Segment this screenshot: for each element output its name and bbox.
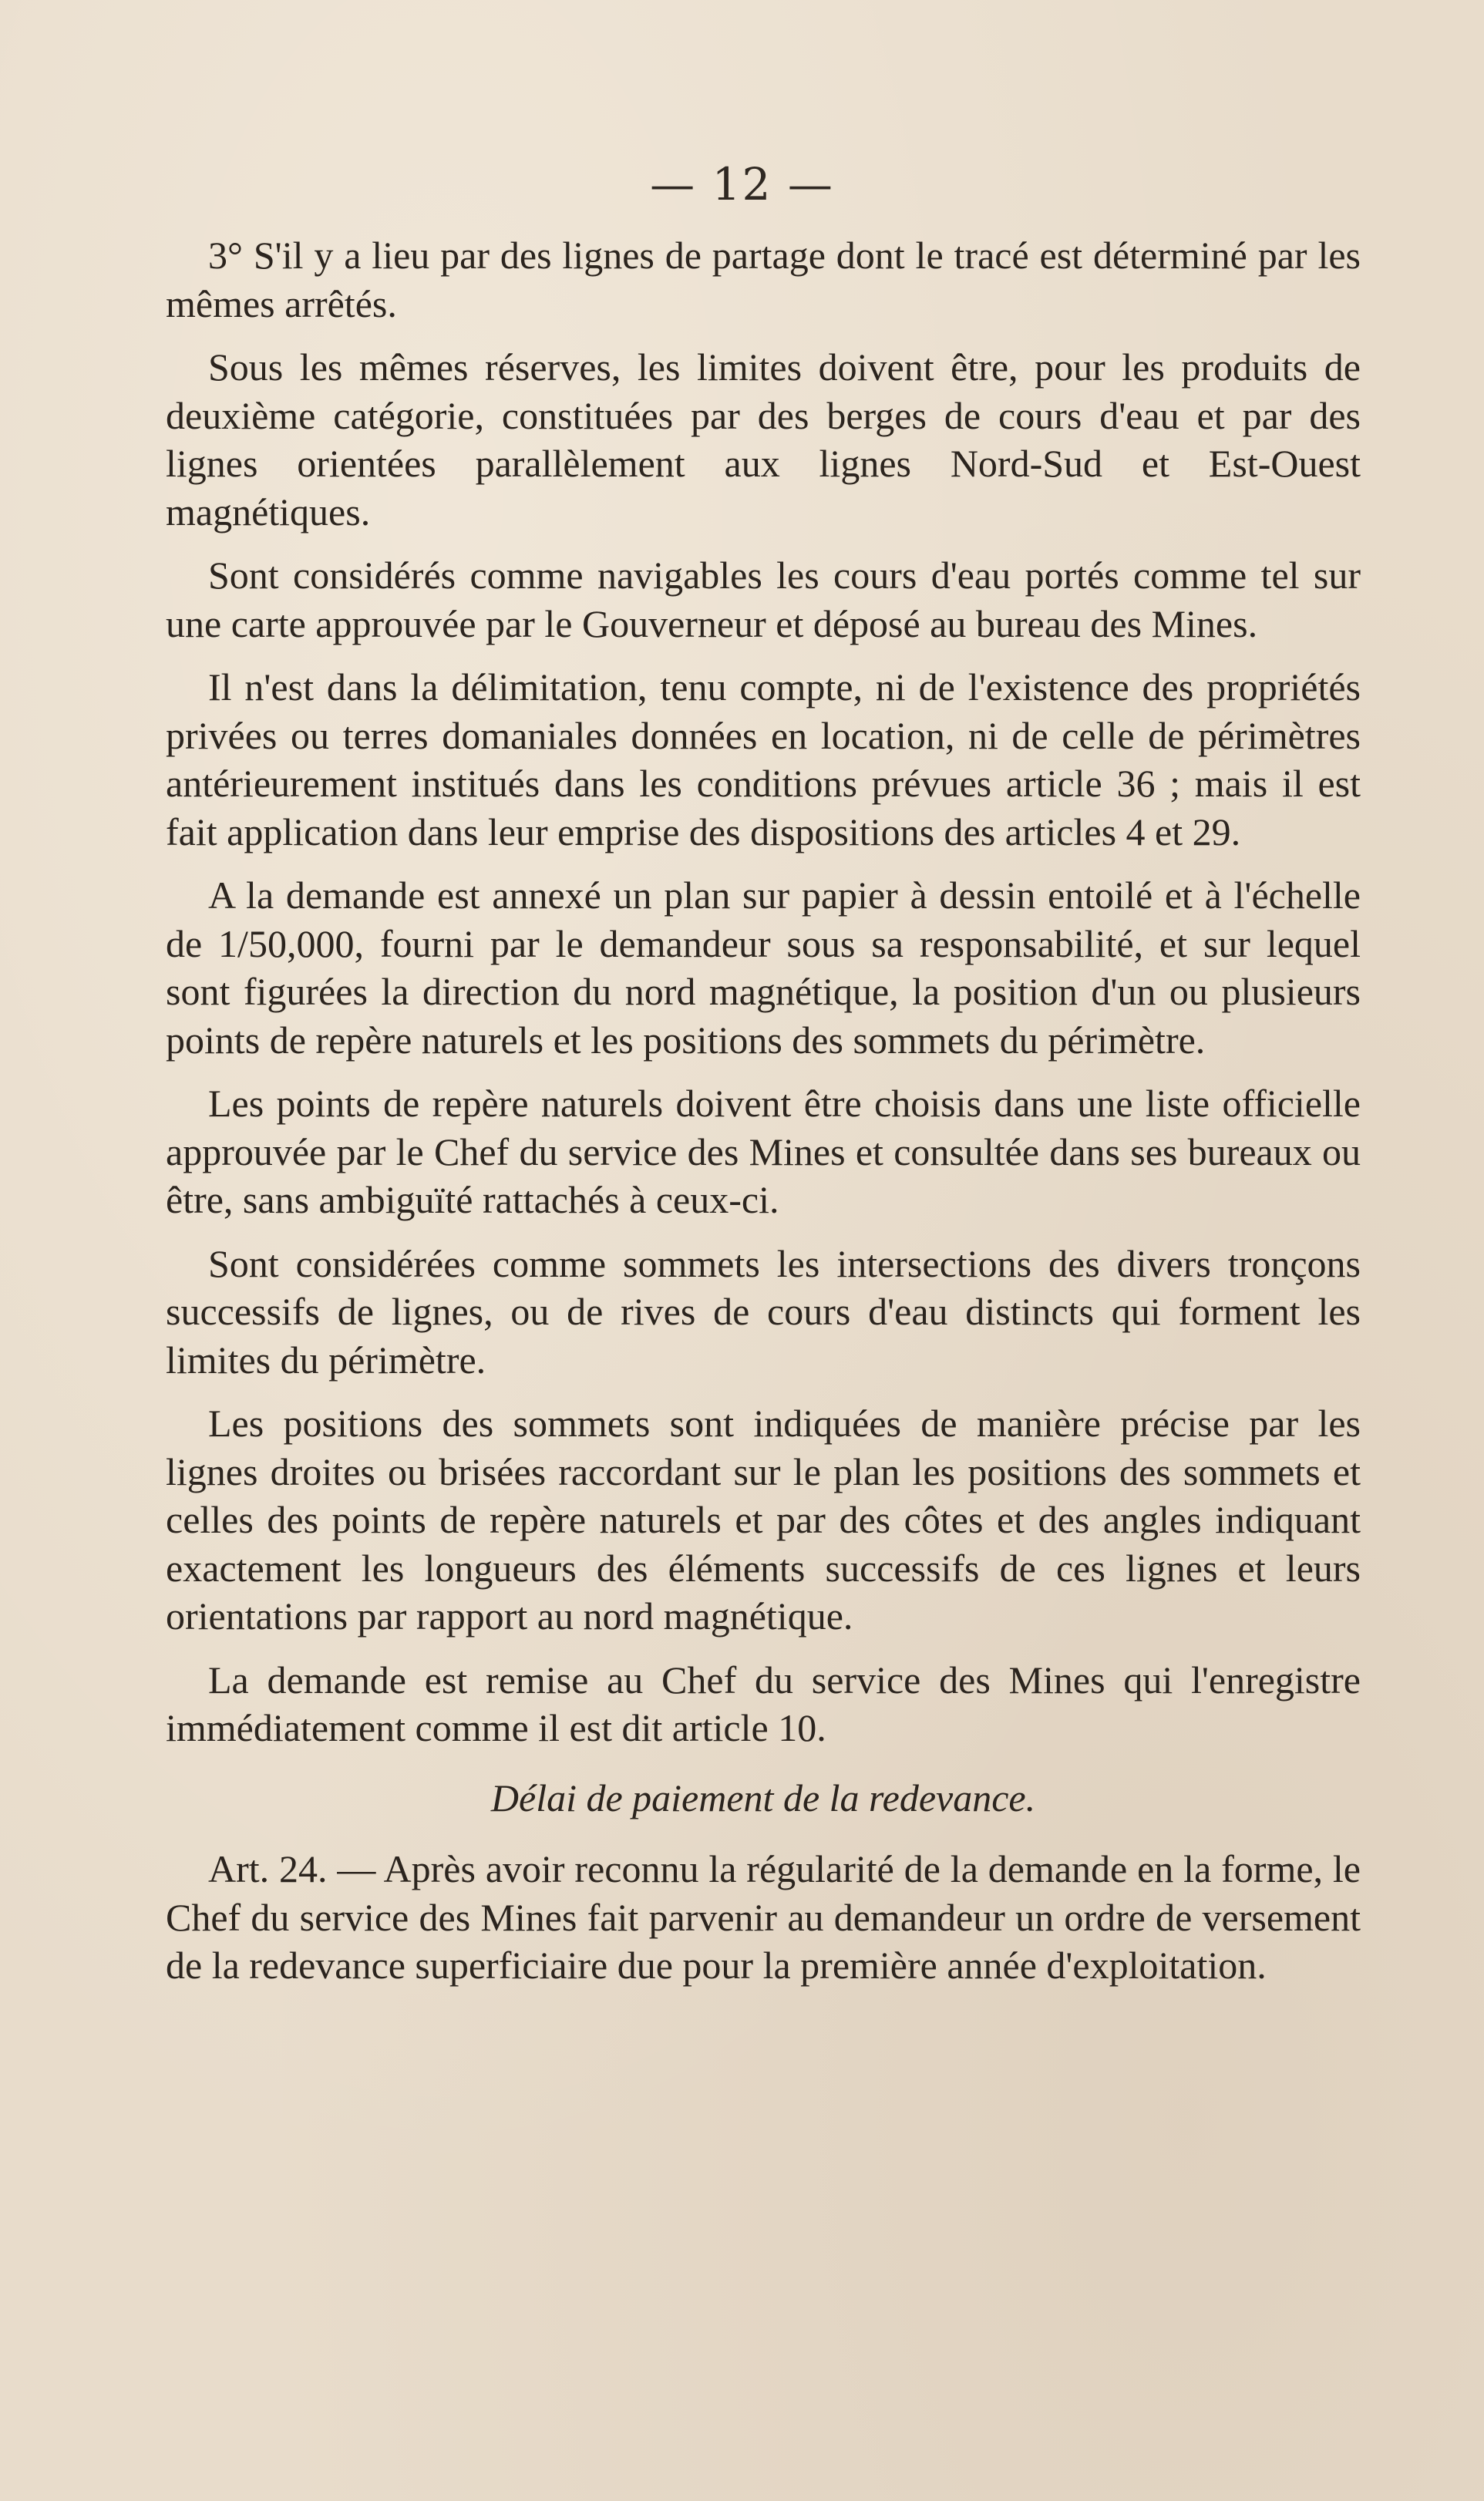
section-heading: Délai de paiement de la redevance. (490, 1776, 1036, 1819)
paragraph-remise: La demande est remise au Chef du service des Mines qui l'enregistre immédiatement comme il est dit article 10. (166, 1658, 1361, 1749)
paragraph-positions: Les positions des sommets sont indiquées de manière précise par les lignes droites ou brisées raccordant sur le plan les positions des sommets et celles des points de repère naturels et par des côtes et des angles indiquant exactement les longueurs des éléments successifs de ces lignes et leurs orientations par rapport au nord magnétique. (166, 1402, 1361, 1638)
body-text (166, 231, 1361, 2005)
paragraph-sommets: Sont considérées comme sommets les intersections des divers tronçons successifs de lignes, ou de rives de cours d'eau distincts qui forment les limites du périmètre. (166, 1241, 1361, 1382)
paragraph-limites: Sous les mêmes réserves, les limites doivent être, pour les produits de deuxième catégorie, constituées par des berges de cours d'eau et par des lignes orientées parallèlement aux lignes Nord-Sud et Est-Ouest magnétiques. (166, 345, 1361, 534)
paragraph-article-24: Art. 24. — Après avoir reconnu la régularité de la demande en la forme, le Chef du service des Mines fait parvenir au demandeur un ordre de versement de la redevance superficiaire due pour la première année d'exploitation. (166, 1847, 1361, 1987)
paragraph-points-repere: Les points de repère naturels doivent être choisis dans une liste officielle approuvée par le Chef du service des Mines et consultée dans ses bureaux ou être, sans ambiguïté rattachés à ceux-ci. (166, 1082, 1361, 1221)
paragraph-navigables: Sont considérés comme navigables les cours d'eau portés comme tel sur une carte approuvée par le Gouverneur et déposé au bureau des Mines. (166, 554, 1361, 645)
paragraph-plan: A la demande est annexé un plan sur papier à dessin entoilé et à l'échelle de 1/50,000, fourni par le demandeur sous sa responsabilité, et sur lequel sont figurées la direction du nord magnétique, la position d'un ou plusieurs points de repère naturels et les positions des sommets du périmètre. (166, 873, 1361, 1062)
page-number: — 12 — (650, 158, 834, 210)
paragraph-partage: 3° S'il y a lieu par des lignes de partage dont le tracé est déterminé par les mêmes arrêtés. (166, 234, 1361, 325)
paragraph-delimitation: Il n'est dans la délimitation, tenu compte, ni de l'existence des propriétés privées ou terres domaniales données en location, ni de celle de périmètres antérieurement institués dans les conditions prévues article 36 ; mais il est fait application dans leur emprise des dispositions des articles 4 et 29. (166, 665, 1361, 853)
